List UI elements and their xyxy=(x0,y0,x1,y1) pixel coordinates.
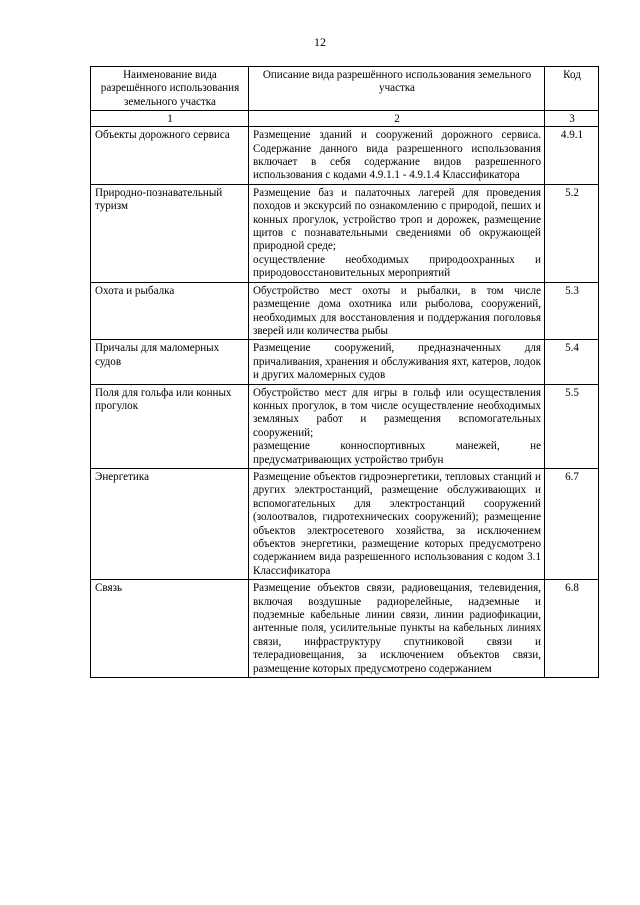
table-header-row xyxy=(91,67,599,111)
use-name: Связь xyxy=(91,580,249,678)
description-paragraph: Размещение баз и палаточных лагерей для проведения походов и экскурсий по ознакомлению с природой, пеших и конных прогулок, устройство троп и дорожек, размещение щитов с познавательными сведениями об окружающей природной среде; xyxy=(253,186,541,253)
description-paragraph: Обустройство мест охоты и рыбалки, в том числе размещение дома охотника или рыболова, сооружений, необходимых для восстановления и поддержания поголовья зверей или количества рыбы xyxy=(253,284,541,337)
use-name: Поля для гольфа или конных прогулок xyxy=(91,384,249,468)
description-paragraph: Размещение сооружений, предназначенных для причаливания, хранения и обслуживания яхт, катеров, лодок и других маломерных судов xyxy=(253,342,541,382)
description-paragraph: Обустройство мест для игры в гольф или осуществления конных прогулок, в том числе осуществление необходимых земляных работ и размещения вспомогательных сооружений; xyxy=(253,386,541,439)
table-row xyxy=(91,468,599,579)
use-code: 5.3 xyxy=(545,282,599,340)
use-name: Охота и рыбалка xyxy=(91,282,249,340)
use-name: Природно-познавательный туризм xyxy=(91,184,249,282)
description-paragraph: размещение конноспортивных манежей, не предусматривающих устройство трибун xyxy=(253,440,541,466)
page-number: 12 xyxy=(314,35,326,49)
description-paragraph: Размещение зданий и сооружений дорожного сервиса. Содержание данного вида разрешенного использования включает в себя содержание видов разрешенного использования с кодами 4.9.1.1 - 4.9.1.4 Классификатора xyxy=(253,129,541,182)
use-description xyxy=(249,384,545,468)
use-description xyxy=(249,468,545,579)
table-row xyxy=(91,384,599,468)
column-number: 2 xyxy=(249,111,545,127)
description-paragraph: Размещение объектов связи, радиовещания, телевидения, включая воздушные радиорелейные, надземные и подземные кабельные линии связи, линии радиофикации, антенные поля, усилительные пункты на кабельных линиях связи, инфраструктуру спутниковой связи и телерадиовещания, за исключением объектов связи, размещение которых предусмотрено содержанием xyxy=(253,582,541,675)
column-number: 1 xyxy=(91,111,249,127)
use-name: Энергетика xyxy=(91,468,249,579)
table-row xyxy=(91,580,599,678)
use-code: 5.5 xyxy=(545,384,599,468)
header-description: Описание вида разрешённого использования земельного участка xyxy=(249,67,545,111)
land-use-table xyxy=(90,66,599,678)
use-name: Объекты дорожного сервиса xyxy=(91,127,249,185)
table-row xyxy=(91,282,599,340)
header-name: Наименование вида разрешённого использования земельного участка xyxy=(91,67,249,111)
table-row xyxy=(91,127,599,185)
table-row xyxy=(91,184,599,282)
use-code: 6.7 xyxy=(545,468,599,579)
use-code: 6.8 xyxy=(545,580,599,678)
use-name: Причалы для маломерных судов xyxy=(91,340,249,384)
use-code: 5.4 xyxy=(545,340,599,384)
use-code: 5.2 xyxy=(545,184,599,282)
use-description xyxy=(249,184,545,282)
use-code: 4.9.1 xyxy=(545,127,599,185)
table-row xyxy=(91,340,599,384)
column-number: 3 xyxy=(545,111,599,127)
use-description xyxy=(249,282,545,340)
description-paragraph: Размещение объектов гидроэнергетики, тепловых станций и других электростанций, размещение обслуживающих и вспомогательных для электростанций сооружений (золоотвалов, гидротехнических сооружений); размещение объектов электросетевого хозяйства, за исключением объектов энергетики, размещение которых предусмотрено содержанием вида разрешенного использования с кодом 3.1 Классификатора xyxy=(253,470,541,577)
description-paragraph: осуществление необходимых природоохранных и природовосстановительных мероприятий xyxy=(253,253,541,280)
use-description xyxy=(249,580,545,678)
column-number-row xyxy=(91,111,599,127)
use-description xyxy=(249,340,545,384)
header-code: Код xyxy=(545,67,599,111)
use-description xyxy=(249,127,545,185)
